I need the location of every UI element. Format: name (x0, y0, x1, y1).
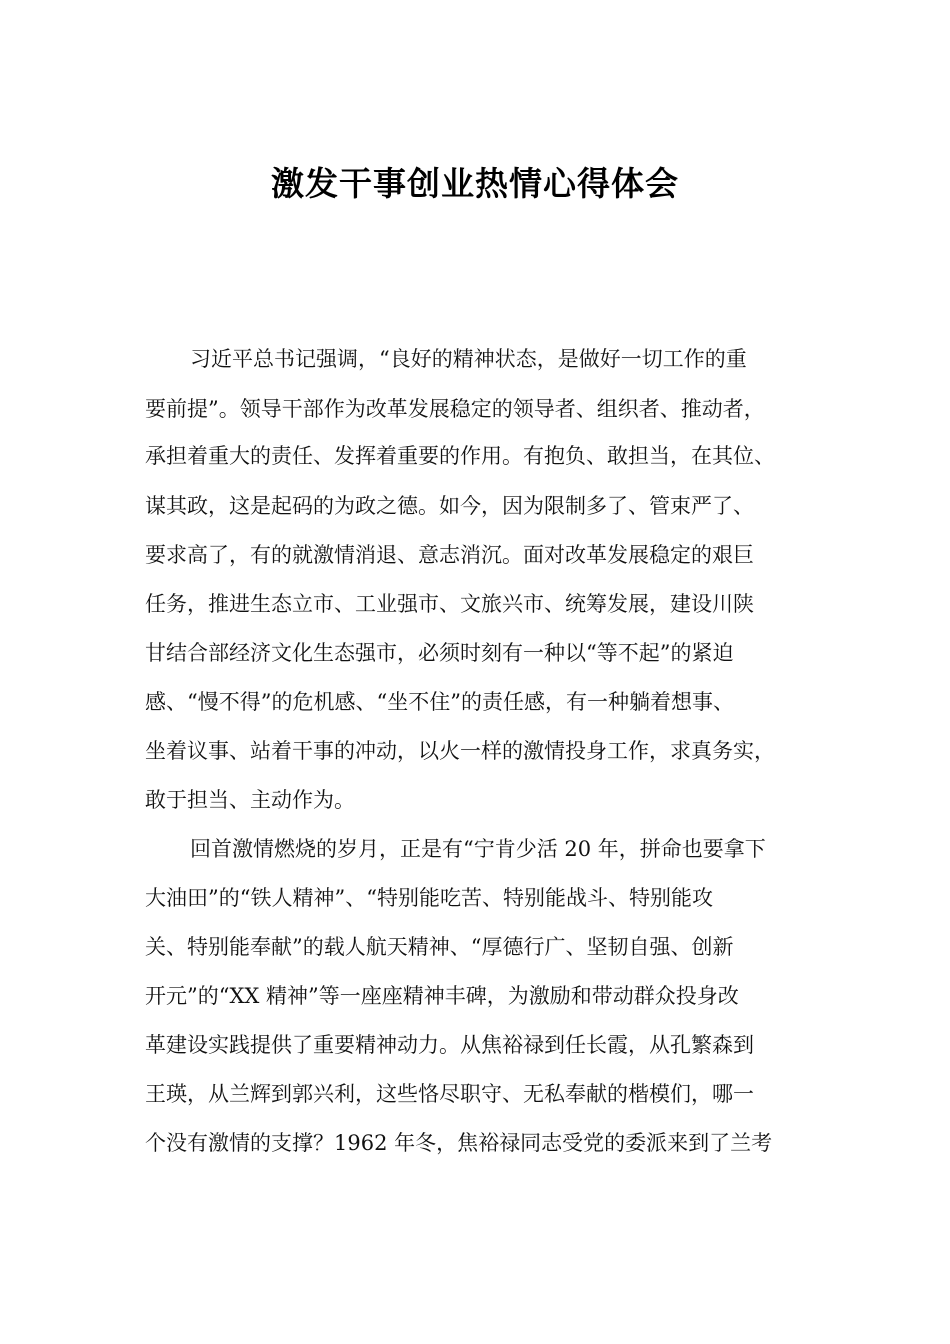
text-line: 关、特别能奉献”的载人航天精神、“厚德行广、坚韧自强、创新 (145, 935, 734, 959)
text-line: 习近平总书记强调，“良好的精神状态，是做好一切工作的重 (190, 347, 747, 371)
text-line: 要求高了，有的就激情消退、意志消沉。面对改革发展稳定的艰巨 (145, 543, 754, 567)
text-line: 敢于担当、主动作为。 (145, 788, 355, 812)
text-line: 任务，推进生态立市、工业强市、文旅兴市、统筹发展，建设川陕 (145, 592, 754, 616)
text-line: 大油田”的“铁人精神”、“特别能吃苦、特别能战斗、特别能攻 (145, 886, 713, 910)
text-line: 谋其政，这是起码的为政之德。如今，因为限制多了、管束严了、 (145, 494, 754, 518)
document-body (145, 0, 825, 1344)
text-line: 王瑛，从兰辉到郭兴利，这些恪尽职守、无私奉献的楷模们，哪一 (145, 1082, 754, 1106)
text-line: 感、“慢不得”的危机感、“坐不住”的责任感，有一种躺着想事、 (145, 690, 734, 714)
text-line: 要前提”。领导干部作为改革发展稳定的领导者、组织者、推动者， (145, 397, 765, 421)
text-line: 甘结合部经济文化生态强市，必须时刻有一种以“等不起”的紧迫 (145, 641, 734, 665)
document-title: 激发干事创业热情心得体会 (271, 164, 679, 203)
text-line: 回首激情燃烧的岁月，正是有“宁肯少活 20 年，拼命也要拿下 (190, 837, 766, 861)
text-line: 承担着重大的责任、发挥着重要的作用。有抱负、敢担当，在其位、 (145, 444, 775, 468)
text-line: 开元”的“XX 精神”等一座座精神丰碑，为激励和带动群众投身改 (145, 984, 739, 1008)
text-line: 个没有激情的支撑？1962 年冬，焦裕禄同志受党的委派来到了兰考 (145, 1131, 773, 1155)
text-line: 坐着议事、站着干事的冲动，以火一样的激情投身工作，求真务实， (145, 739, 775, 763)
text-line: 革建设实践提供了重要精神动力。从焦裕禄到任长霞，从孔繁森到 (145, 1033, 754, 1057)
